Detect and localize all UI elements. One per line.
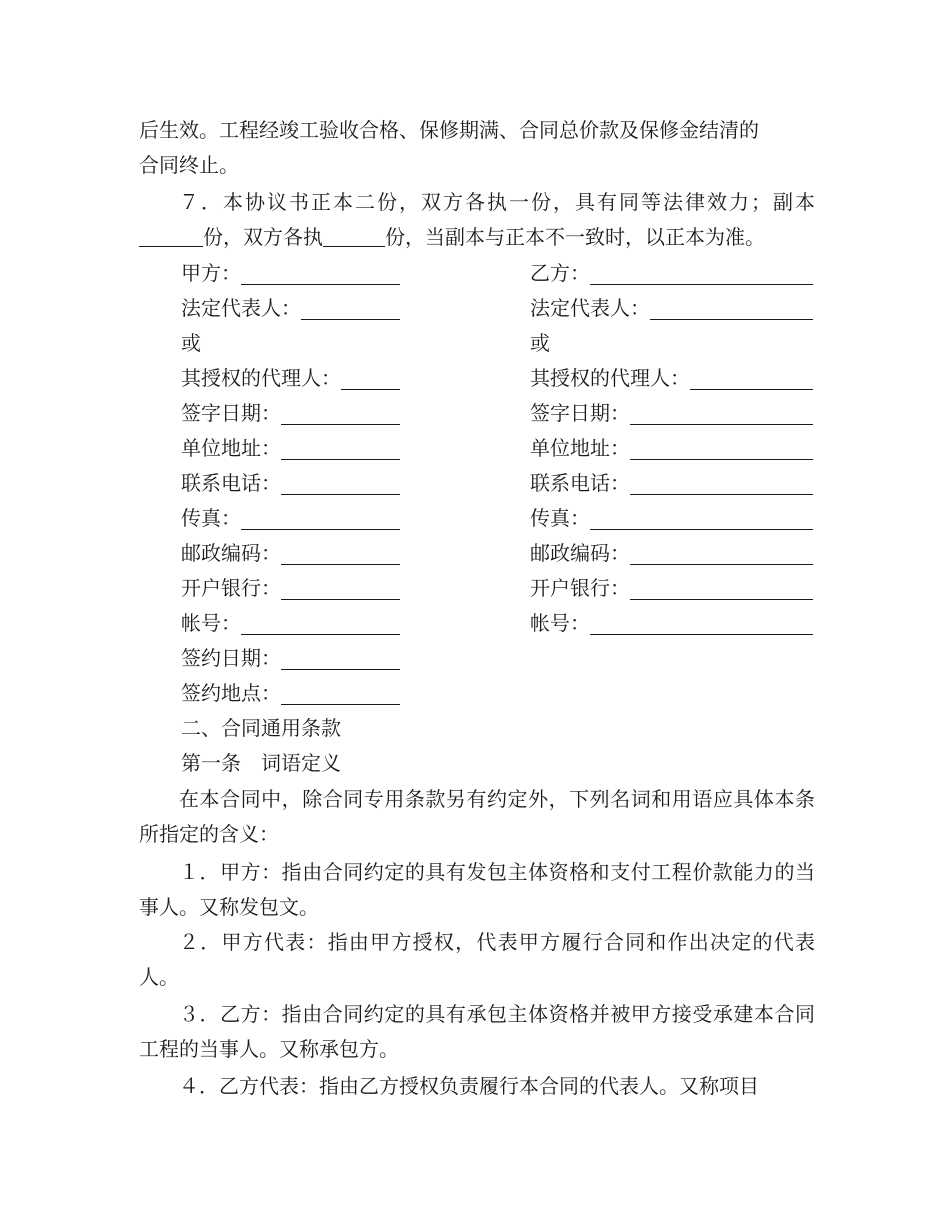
- party-a-sign-date-line: [181, 396, 400, 431]
- party-a-legal-rep-blank[interactable]: [301, 297, 400, 320]
- party-a-agent-line: [181, 361, 400, 396]
- party-b-account-blank[interactable]: [590, 612, 813, 635]
- party-b-postcode-line: [530, 536, 813, 571]
- party-b-party-label: 乙方：: [530, 261, 590, 285]
- party-a-sign-date-label: 签字日期：: [181, 401, 281, 425]
- party-b-legal-rep-blank[interactable]: [650, 297, 813, 320]
- party-a-address-line: [181, 431, 400, 466]
- contract-date-label: 签约日期：: [181, 646, 281, 670]
- party-b-bank-label: 开户银行：: [530, 576, 630, 600]
- party-a-phone-line: [181, 466, 400, 501]
- party-b-fax-label: 传真：: [530, 506, 590, 530]
- party-a-agent-blank[interactable]: [341, 367, 400, 390]
- party-b-sign-date-label: 签字日期：: [530, 401, 630, 425]
- party-b-agent-line: [530, 361, 813, 396]
- section-2-heading: 二、合同通用条款: [181, 716, 341, 740]
- party-a-phone-blank[interactable]: [281, 472, 400, 495]
- party-a-sign-date-blank[interactable]: [281, 402, 400, 425]
- clause-7-part-2: 份，双方各执: [203, 224, 323, 249]
- party-b-fax-line: [530, 501, 813, 536]
- party-a-address-label: 单位地址：: [181, 436, 281, 460]
- contract-date-blank[interactable]: [281, 647, 400, 670]
- contract-date-line: [181, 641, 400, 676]
- party-b-or: 或: [530, 331, 550, 355]
- party-a-or: 或: [181, 331, 201, 355]
- clause-7-part-1: ７．本协议书正本二份，双方各执一份，具有同等法律效力；副本: [179, 190, 815, 214]
- party-b-agent-label: 其授权的代理人：: [530, 366, 690, 390]
- contract-place-line: [181, 676, 400, 711]
- article-1-heading: 第一条 词语定义: [181, 751, 341, 775]
- party-a-legal-rep-label: 法定代表人：: [181, 296, 301, 320]
- party-b-bank-blank[interactable]: [630, 577, 813, 600]
- copies-blank-1[interactable]: [139, 226, 203, 247]
- definition-item: ４．乙方代表：指由乙方授权负责履行本合同的代表人。又称项目: [179, 1074, 759, 1098]
- party-b-party-blank[interactable]: [590, 262, 813, 285]
- party-a-bank-line: [181, 571, 400, 606]
- party-b-account-label: 帐号：: [530, 611, 590, 635]
- definition-item: ２．甲方代表：指由甲方授权，代表甲方履行合同和作出决定的代表人。: [139, 930, 815, 989]
- party-a-fax-label: 传真：: [181, 506, 241, 530]
- party-b-fax-blank[interactable]: [590, 507, 813, 530]
- party-b-address-label: 单位地址：: [530, 436, 630, 460]
- party-b-phone-blank[interactable]: [630, 472, 813, 495]
- party-a-fax-blank[interactable]: [241, 507, 400, 530]
- party-a-party-blank[interactable]: [241, 262, 400, 285]
- party-a-postcode-line: [181, 536, 400, 571]
- party-a-bank-label: 开户银行：: [181, 576, 281, 600]
- party-b-address-blank[interactable]: [630, 437, 813, 460]
- contract-place-blank[interactable]: [281, 682, 400, 705]
- party-a-party-label: 甲方：: [181, 261, 241, 285]
- party-a-legal-rep-line: [181, 291, 400, 326]
- party-a-agent-label: 其授权的代理人：: [181, 366, 341, 390]
- party-b-legal-rep-label: 法定代表人：: [530, 296, 650, 320]
- party-a-address-blank[interactable]: [281, 437, 400, 460]
- party-b-postcode-blank[interactable]: [630, 542, 813, 565]
- intro-line-1: 后生效。工程经竣工验收合格、保修期满、合同总价款及保修金结清的: [139, 118, 759, 142]
- party-b-sign-date-blank[interactable]: [630, 402, 813, 425]
- party-b-party-line: [530, 256, 813, 291]
- party-a-account-line: [181, 606, 400, 641]
- party-b-phone-label: 联系电话：: [530, 471, 630, 495]
- contract-place-label: 签约地点：: [181, 681, 281, 705]
- party-b-account-line: [530, 606, 813, 641]
- clause-7-part-3: 份，当副本与正本不一致时，以正本为准。: [385, 224, 765, 249]
- party-a-postcode-label: 邮政编码：: [181, 541, 281, 565]
- party-b-sign-date-line: [530, 396, 813, 431]
- copies-blank-2[interactable]: [323, 226, 385, 247]
- party-b-agent-blank[interactable]: [690, 367, 813, 390]
- intro-paragraph: [139, 113, 815, 182]
- party-a-account-blank[interactable]: [241, 612, 400, 635]
- party-b-bank-line: [530, 571, 813, 606]
- party-b-postcode-label: 邮政编码：: [530, 541, 630, 565]
- party-b-address-line: [530, 431, 813, 466]
- party-a-fax-line: [181, 501, 400, 536]
- definitions-intro: 在本合同中，除合同专用条款另有约定外，下列名词和用语应具体本条所指定的含义：: [139, 787, 815, 846]
- party-a-postcode-blank[interactable]: [281, 542, 400, 565]
- definition-item: ３．乙方：指由合同约定的具有承包主体资格并被甲方接受承建本合同工程的当事人。又称承包方。: [139, 1002, 815, 1061]
- intro-line-2: 合同终止。: [139, 152, 239, 177]
- party-a-bank-blank[interactable]: [281, 577, 400, 600]
- clause-7-paragraph: [139, 185, 815, 254]
- party-a-account-label: 帐号：: [181, 611, 241, 635]
- party-b-legal-rep-line: [530, 291, 813, 326]
- party-a-party-line: [181, 256, 400, 291]
- party-b-phone-line: [530, 466, 813, 501]
- party-a-phone-label: 联系电话：: [181, 471, 281, 495]
- definition-item: １．甲方：指由合同约定的具有发包主体资格和支付工程价款能力的当事人。又称发包文。: [139, 860, 815, 919]
